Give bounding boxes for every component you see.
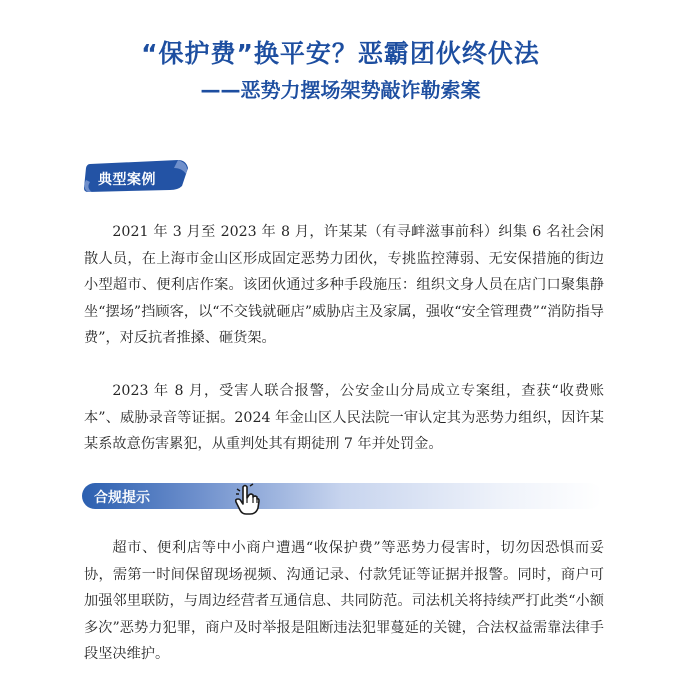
section-tag-compliance-tips <box>82 483 602 509</box>
gradient-bar <box>82 483 602 509</box>
pointer-hand-icon <box>233 483 261 519</box>
tips-paragraph-1: 超市、便利店等中小商户遭遇“收保护费”等恶势力侵害时，切勿因恐惧而妥协，需第一时间保留现场视频、沟通记录、付款凭证等证据并报警。同时，商户可加强邻里联防，与周边经营者互通信息、共同防范。司法机关将持续严打此类“小额多次”恶势力犯罪，商户及时举报是阻断违法犯罪蔓延的关键，合法权益需靠法律手段坚决维护。 <box>84 540 604 662</box>
case-paragraph-1: 2021 年 3 月至 2023 年 8 月，许某某（有寻衅滋事前科）纠集 6 名社会闲散人员，在上海市金山区形成固定恶势力团伙，专挑监控薄弱、无安保措施的街边小型超市、便利店作案。该团伙通过多种手段施压：组织文身人员在店门口聚集静坐“摆场”挡顾客，以“不交钱就砸店”威胁店主及家属，强收“安全管理费”“消防指导费”，对反抗者推搡、砸货架。 <box>84 224 604 346</box>
page-title: “保护费”换平安？恶霸团伙终伏法 <box>141 39 540 68</box>
case-paragraph-2: 2023 年 8 月，受害人联合报警，公安金山分局成立专案组，查获“收费账本”、威胁录音等证据。2024 年金山区人民法院一审认定其为恶势力组织，因许某某系故意伤害累犯，从重判处其有期徒刑 7 年并处罚金。 <box>84 383 604 452</box>
section-tag-typical-case <box>82 158 192 194</box>
section-label: 典型案例 <box>98 172 156 188</box>
page-subtitle: ——恶势力摆场架势敲诈勒索案 <box>200 78 481 102</box>
section-label: 合规提示 <box>94 490 150 506</box>
